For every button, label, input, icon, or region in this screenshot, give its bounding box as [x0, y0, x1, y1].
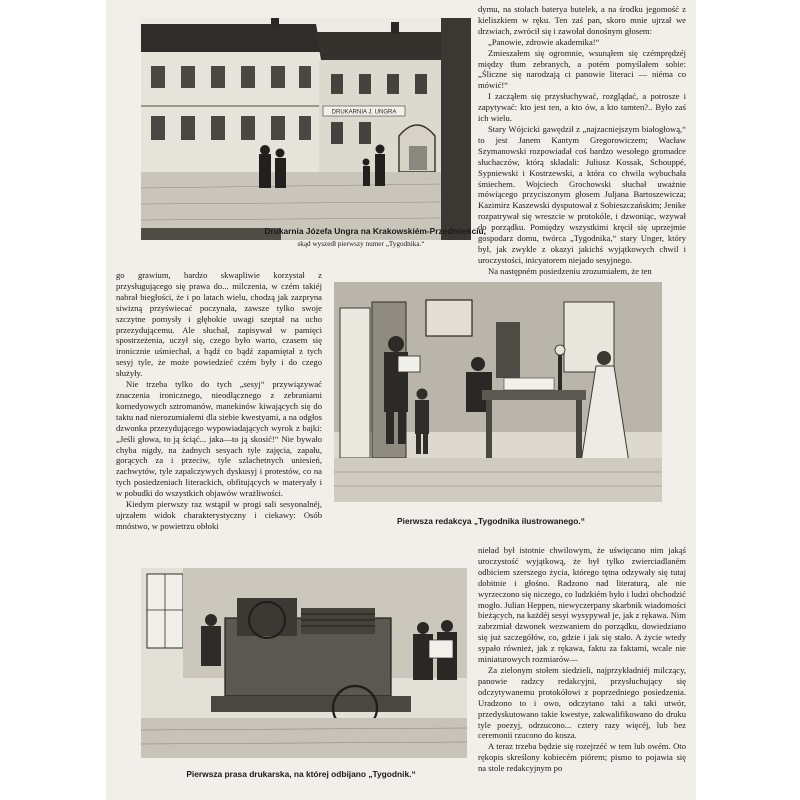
paragraph: go grawium, bardzo skwapliwie korzystał z przysługującego się prawa do... milczenia, w czém takiéj nabrał biegłości, że i po latach wielu, chodzą jak zazpryna siwizną przyświecać poczynała, zawsze tylko swoje szczytne pomysły i głębokie uwagi szeptał na ucho przezydującemu. Ale słuchał, zapisywał w pamięci spostrzeżenia, uczył się, czego było warto, czasem się ironicznie uśmiechał, a bądź co bądź zapamiętał z tych sesyj tyle, że może powiedzieć czém były i do czego służyły.	[116, 270, 322, 379]
printing-press-engraving	[141, 568, 467, 758]
text-column-bottom-right	[478, 545, 686, 795]
text-column-top-right	[478, 4, 686, 300]
printing-house-illustration	[141, 18, 471, 240]
paragraph: Nie trzeba tylko do tych „sesyj“ przywiązywać znaczenia ironicznego, nieodłącznego z zebraniami komedyowych sztromanów, manekinów kiwających się do taktu nad nierozumiałemi dla siebie kwestyami, a na odgłos dzwonka przezydującego wypowiadających wyrok z bajki: „Jeśli głowa, to ją ściąć... jaka—to ją skosić!“ Nie bywało chyba nigdy, na żadnych sesyach tyle zajęcia, zapału, gorących za i przeciw, tyle szlachetnych uniesień, zachwytów, tyle zapalczywych dyskusyj i protestów, co na tych posiedzeniach literackich, obfitujących w materyały i w pobudki do wszystkich objawów wrażliwości.	[116, 379, 322, 499]
paragraph: nieład był istotnie chwilowym, że uświęcano nim jakąś uroczystość wyjątkową, że był tylko zwierciadlaném odbiciem szerszego życia, którego tętna odzywały się tutaj dobitnie i głośno. Radzono nad literaturą, ale nie wyrzeczono się niczego, co ludzkiém było i ludzi obchodzić mogło. Julian Heppen, niewyczerpany skarbnik wiadomości bieżących, na każdéj sesyi wysypywał je, jak z rękawa. Nim zabrzmiał dzwonek wezwaniem do porządku, dowiedziano się już szczegółów, co, gdzie i jak się stało. A życie wtedy sypało również, jak z rękawa, faktu za faktami, wcale nie miniaturowych rozmiarów—	[478, 545, 686, 665]
paragraph: dymu, na stołach baterya butelek, a na środku jegomość z kieliszkiem w ręku. Ten zaś pan, skoro mnie ujrzał we drzwiach, zwrócił się i zawołał donośnym głosem:	[478, 4, 686, 36]
sign-drukarnia: DRUKARNIA J. UNGRA	[331, 109, 397, 116]
top-illustration-subcaption: skąd wyszedł pierwszy numer „Tygodnika.“	[297, 240, 425, 248]
paragraph: Stary Wójcicki gawędził z „najzacniejszym białogłową,“ to jest Janem Kantym Gregorowiczem; Wacław Szymanowski rozpowiadał coś bardzo wesołego gromadce słuchaczów, którą składali: Juliusz Kossak, Schouppé, Sypniewski i Kostrzewski, a która co chwila wybuchała śmiechem. Wojciech Grochowski słuchał uważnie mówiącego przyciszonym głosem Juljana Bartoszewicza; Kazimirz Kaszewski dysputował z Sobieszczańskim; Jenike rozpatrywał się wreszcie w protokóle, i dzwoniąc, wzywał do porządku. Pomiędzy wszystkimi kręcił się uprzejmie gospodarz domu, twórca „Tygodnika,“ stary Unger, który był, jak zwykle z okazyi jakichś wyjątkowych chwil i uroczystości, inicyatorem niejado sesyjnego.	[478, 123, 686, 265]
paragraph: Za zielonym stołem siedzieli, najprzykładniéj milczący, panowie radzcy redakcyjni, przysłuchujący się odczytywanemu protokółowi z poprzedniego posiedzenia. Uradzono to i owo, odczytano taki a taki utwór, przedyskutowano takie kwestye, zakwalifikowano do druku tyle poezyj, odrzucono... cztery razy więcéj, lub bez ceremonii rzucono do kosza.	[478, 664, 686, 741]
editorial-office-engraving	[334, 282, 662, 502]
paragraph: A teraz trzeba będzie się rozejrzéć w tem lub owém. Oto rękopis skreślony kobiecém piórem; pismo to pojawia się na stole redakcyjnym po	[478, 741, 686, 774]
bottom-illustration-caption: Pierwsza prasa drukarska, na której odbijano „Tygodnik.“	[186, 769, 416, 779]
printing-house-engraving	[141, 18, 471, 240]
text-column-middle-left	[116, 270, 322, 556]
newspaper-page	[106, 0, 696, 800]
editorial-office-illustration	[334, 282, 662, 502]
paragraph: Na następném posiedzeniu zrozumiałem, że ten	[488, 265, 652, 276]
printing-press-illustration	[141, 568, 467, 758]
paragraph: I zacząłem się przysłuchywać, rozglądać, a potrosze i zapytywać: kto jest ten, a kto ów, a kto tamten?.. Było zaś ich wielu.	[478, 91, 686, 124]
top-illustration-caption: Drukarnia Józefa Ungra na Krakowskiém-Przedmieściu,	[264, 226, 486, 236]
paragraph: Kiedym pierwszy raz wstąpił w progi sali sesyonalnéj, ujrzałem widok charakterystyczny i ciekawy: Osób mnóstwo, w powietrzu obłoki	[116, 499, 322, 531]
paragraph: „Panowie, zdrowie akademika!“	[488, 36, 600, 47]
paragraph: Zmieszałem się ogromnie, wsunąłem się czémprędzéj między tłum zebranych, a potém pomyślałem sobie: „Śliczne się narodzają ci panowie literaci — niéma co mówić!“	[478, 47, 686, 91]
middle-illustration-caption: Pierwsza redakcya „Tygodnika ilustrowanego.“	[397, 516, 585, 526]
